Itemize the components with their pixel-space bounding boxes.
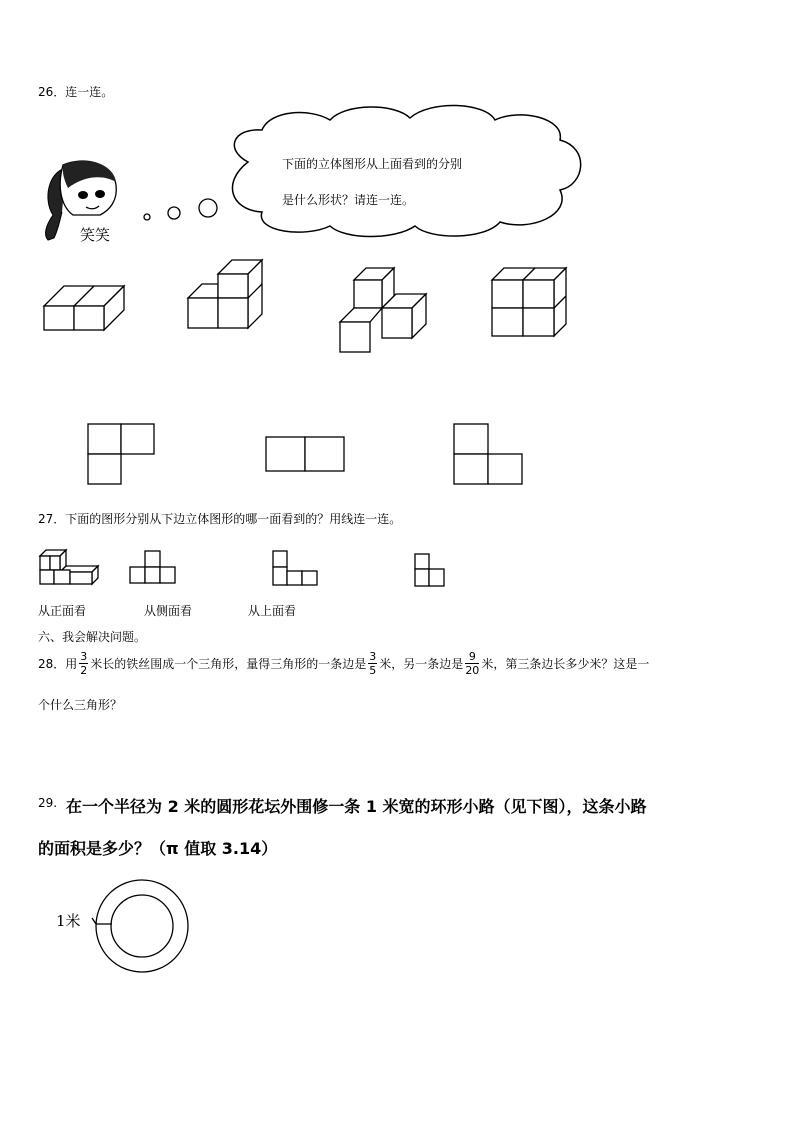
ring-width-label: 1米: [56, 912, 81, 930]
q27-solid-figure: [40, 546, 102, 586]
q27-view-a: [130, 551, 178, 585]
q27-view-b: [271, 551, 321, 587]
q28-text-3: 米，第三条边长多少米？这是一: [481, 656, 650, 671]
thought-bubble: [0, 0, 794, 300]
top-view-shape-1: [88, 424, 158, 486]
q28-text-1: 米长的铁丝围成一个三角形，量得三角形的一条边是: [90, 656, 367, 671]
character-label: 笑笑: [80, 226, 111, 244]
solid-figure-4: [492, 268, 570, 338]
label-side-view: 从侧面看: [144, 604, 193, 618]
fraction-3: $\frac{9}{20}$: [465, 650, 480, 677]
q27-view-c: [414, 554, 448, 588]
q28-prefix: 28．用: [38, 656, 78, 671]
q28-line-1: [38, 650, 649, 677]
q29-line-1: 在一个半径为 2 米的圆形花坛外围修一条 1 米宽的环形小路（见下图），这条小路: [66, 797, 647, 816]
bubble-text-1: 下面的立体图形从上面看到的分别: [282, 157, 463, 171]
solid-figure-3: [340, 268, 430, 354]
bubble-text-2: 是什么形状？请连一连。: [282, 193, 415, 207]
top-view-shape-3: [454, 424, 524, 486]
q26-title: 26．连一连。: [38, 85, 114, 99]
q28-text-2: 米，另一条边是: [379, 656, 464, 671]
label-top-view: 从上面看: [248, 604, 297, 618]
q29-number: 29.: [38, 796, 58, 810]
section-6-title: 六、我会解决问题。: [38, 630, 147, 644]
solid-figure-2: [188, 258, 264, 330]
fraction-2: $\frac{3}{5}$: [369, 650, 377, 677]
fraction-1: $\frac{3}{2}$: [80, 650, 88, 677]
q28-line-2: 个什么三角形？: [38, 698, 123, 712]
q27-title: 27．下面的图形分别从下边立体图形的哪一面看到的？用线连一连。: [38, 512, 402, 526]
ring-path-diagram: [96, 878, 196, 978]
top-view-shape-2: [266, 437, 346, 473]
q29-line-2: 的面积是多少？（π 值取 3.14）: [38, 839, 278, 858]
label-front-view: 从正面看: [38, 604, 87, 618]
solid-figure-1: [44, 276, 124, 332]
